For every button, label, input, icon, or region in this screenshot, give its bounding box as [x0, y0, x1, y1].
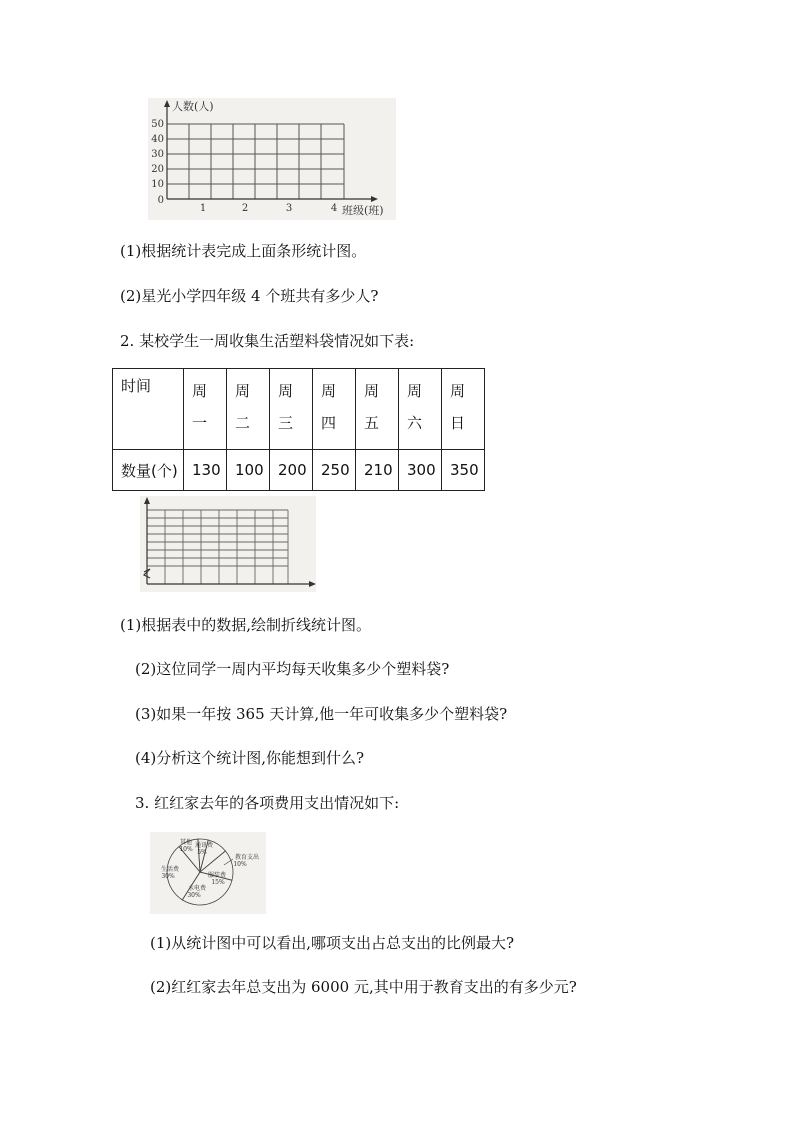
y-tick: 10 — [151, 179, 164, 190]
table-cell-day: 周 二 — [227, 369, 270, 450]
table-cell-day: 周 四 — [313, 369, 356, 450]
data-table — [112, 368, 485, 491]
y-tick: 20 — [151, 164, 164, 175]
question-3-2: (2)红红家去年总支出为 6000 元,其中用于教育支出的有多少元? — [150, 978, 577, 996]
table-cell-value: 200 — [270, 450, 313, 491]
y-tick: 40 — [151, 134, 164, 145]
table-cell-day: 周 六 — [399, 369, 442, 450]
table-row — [113, 369, 485, 450]
pie-pct-edu: 10% — [233, 861, 247, 868]
table-cell-day: 周 日 — [442, 369, 485, 450]
section-3-title: 3. 红红家去年的各项费用支出情况如下: — [135, 794, 400, 812]
table-cell-value: 300 — [399, 450, 442, 491]
pie-pct-comm: 5% — [197, 849, 207, 856]
y-tick: 30 — [151, 149, 164, 160]
table-cell-value: 210 — [356, 450, 399, 491]
table-cell-value: 350 — [442, 450, 485, 491]
question-2-2: (2)这位同学一周内平均每天收集多少个塑料袋? — [135, 660, 450, 678]
question-1-1: (1)根据统计表完成上面条形统计图。 — [120, 242, 367, 260]
y-tick: 0 — [157, 195, 164, 206]
pie-pct-clothing: 15% — [211, 879, 225, 886]
pie-label-edu: 教育支出 — [234, 854, 260, 861]
x-tick: 2 — [241, 203, 249, 214]
pie-label-living: 生活费 — [160, 866, 180, 873]
pie-label-clothing: 服装费 — [207, 872, 227, 879]
pie-label-other: 其他 — [179, 839, 193, 846]
pie-pct-other: 10% — [179, 846, 193, 853]
line-chart-grid — [140, 496, 316, 592]
section-2-title: 2. 某校学生一周收集生活塑料袋情况如下表: — [120, 332, 415, 350]
table-cell-value: 100 — [227, 450, 270, 491]
pie-label-utilities: 水电费 — [187, 885, 207, 892]
pie-pct-living: 30% — [161, 873, 175, 880]
question-2-4: (4)分析这个统计图,你能想到什么? — [135, 749, 365, 767]
table-cell-value: 130 — [184, 450, 227, 491]
table-cell-value: 250 — [313, 450, 356, 491]
table-header-time: 时间 — [113, 369, 184, 450]
table-cell-day: 周 三 — [270, 369, 313, 450]
question-2-3: (3)如果一年按 365 天计算,他一年可收集多少个塑料袋? — [135, 705, 508, 723]
table-header-quantity: 数量(个) — [113, 450, 184, 491]
x-tick: 1 — [199, 203, 207, 214]
table-cell-day: 周 五 — [356, 369, 399, 450]
y-tick: 50 — [151, 119, 164, 130]
table-cell-day: 周 一 — [184, 369, 227, 450]
pie-pct-utilities: 30% — [187, 892, 201, 899]
question-1-2: (2)星光小学四年级 4 个班共有多少人? — [120, 287, 379, 305]
x-tick: 3 — [285, 203, 293, 214]
question-2-1: (1)根据表中的数据,绘制折线统计图。 — [120, 616, 372, 634]
x-axis-label: 班级(班) — [342, 204, 384, 217]
question-3-1: (1)从统计图中可以看出,哪项支出占总支出的比例最大? — [150, 934, 515, 952]
table-row — [113, 450, 485, 491]
bar-chart-grid — [148, 98, 396, 220]
pie-label-comm: 通讯费 — [194, 842, 214, 849]
y-axis-label: 人数(人) — [172, 100, 214, 113]
x-tick: 4 — [330, 203, 338, 214]
pie-chart — [150, 832, 266, 914]
